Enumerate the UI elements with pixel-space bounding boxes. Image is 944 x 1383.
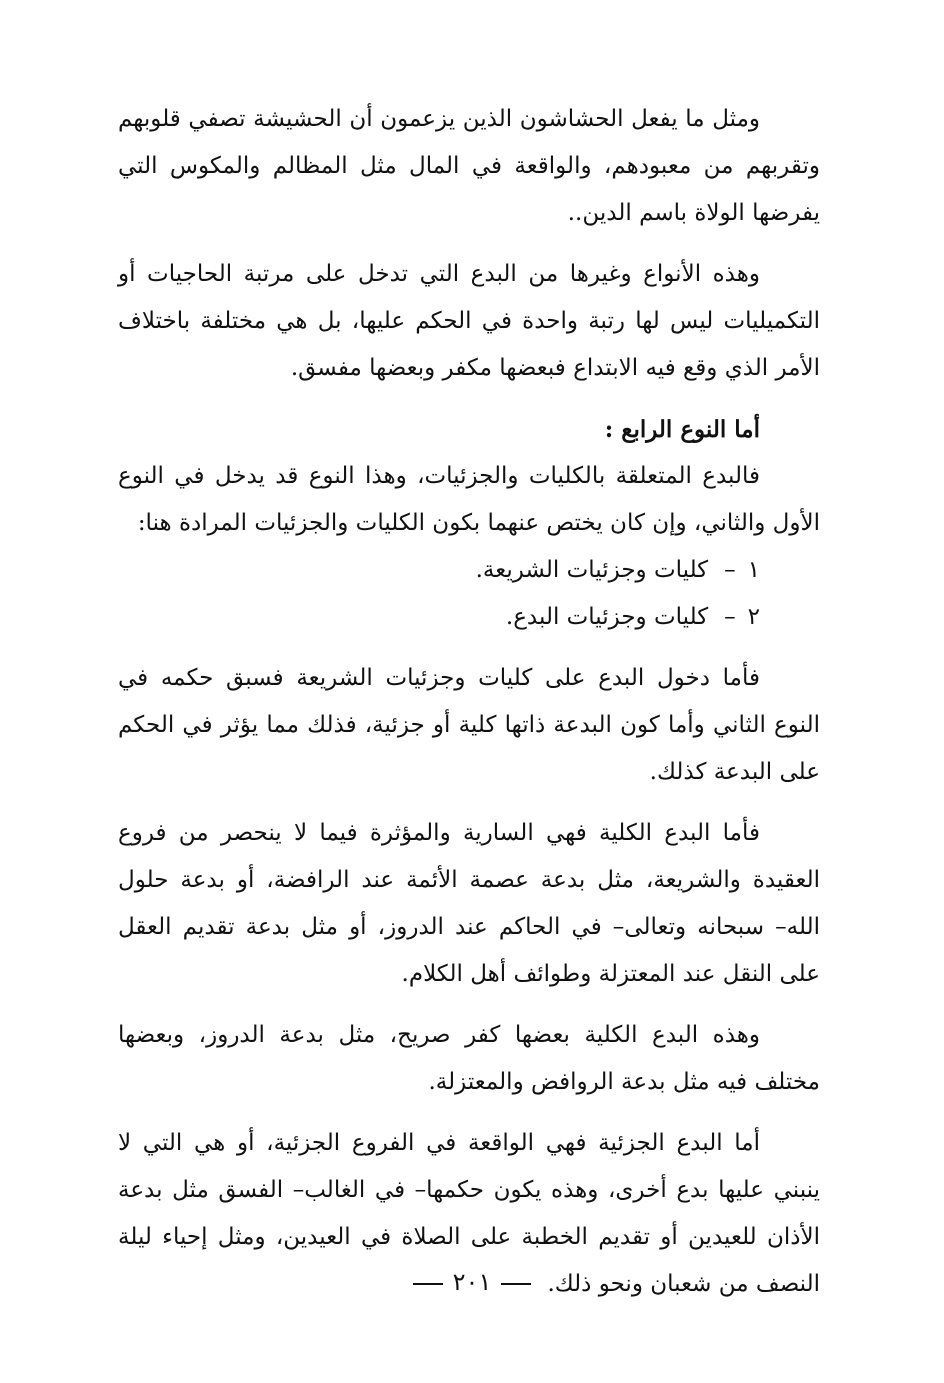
list-item [118,594,820,641]
list-dash: – [724,557,736,583]
page-number: ٢٠١ [452,1268,492,1296]
paragraph-3: فالبدع المتعلقة بالكليات والجزئيات، وهذا النوع قد يدخل في النوع الأول والثاني، وإن كان يختص عنهما بكون الكليات والجزئيات المرادة هنا: [118,463,820,536]
list-item [118,547,820,594]
paragraph-6: وهذه البدع الكلية بعضها كفر صريح، مثل بدعة الدروز، وبعضها مختلف فيه مثل بدعة الروافض والمعتزلة. [118,1022,820,1095]
footer-rule-right [501,1283,531,1285]
list-dash: – [724,604,736,630]
footer-rule-left [413,1283,443,1285]
page-footer [0,1262,944,1302]
list-number: ٢ [747,604,760,630]
list-text: كليات وجزئيات البدع. [505,604,709,630]
paragraph-7: أما البدع الجزئية فهي الواقعة في الفروع الجزئية، أو هي التي لا ينبني عليها بدع أخرى، وهذه يكون حكمها– في الغالب– الفسق مثل بدعة الأذان للعيدين أو تقديم الخطبة على الصلاة في العيدين، ومثل إحياء ليلة النصف من شعبان ونحو ذلك. [118,1130,820,1297]
list-text: كليات وجزئيات الشريعة. [475,557,709,583]
section-heading: أما النوع الرابع : [604,416,760,443]
paragraph-5: فأما البدع الكلية فهي السارية والمؤثرة فيما لا ينحصر من فروع العقيدة والشريعة، مثل بدعة عصمة الأئمة عند الرافضة، أو بدعة حلول الله– سبحانه وتعالى– في الحاكم عند الدروز، أو مثل بدعة تقديم العقل على النقل عند المعتزلة وطوائف أهل الكلام. [118,820,820,987]
list-number: ١ [747,557,760,583]
numbered-list [118,547,820,641]
paragraph-1: ومثل ما يفعل الحشاشون الذين يزعمون أن الحشيشة تصفي قلوبهم وتقربهم من معبودهم، والواقعة في المال مثل المظالم والمكوس التي يفرضها الولاة باسم الدين.. [118,106,820,226]
paragraph-4: فأما دخول البدع على كليات وجزئيات الشريعة فسبق حكمه في النوع الثاني وأما كون البدعة ذاتها كلية أو جزئية، فذلك مما يؤثر في الحكم على البدعة كذلك. [118,665,820,785]
page-body [118,96,820,1322]
paragraph-2: وهذه الأنواع وغيرها من البدع التي تدخل على مرتبة الحاجيات أو التكميليات ليس لها رتبة واحدة في الحكم عليها، بل هي مختلفة باختلاف الأمر الذي وقع فيه الابتداع فبعضها مكفر وبعضها مفسق. [118,261,820,381]
